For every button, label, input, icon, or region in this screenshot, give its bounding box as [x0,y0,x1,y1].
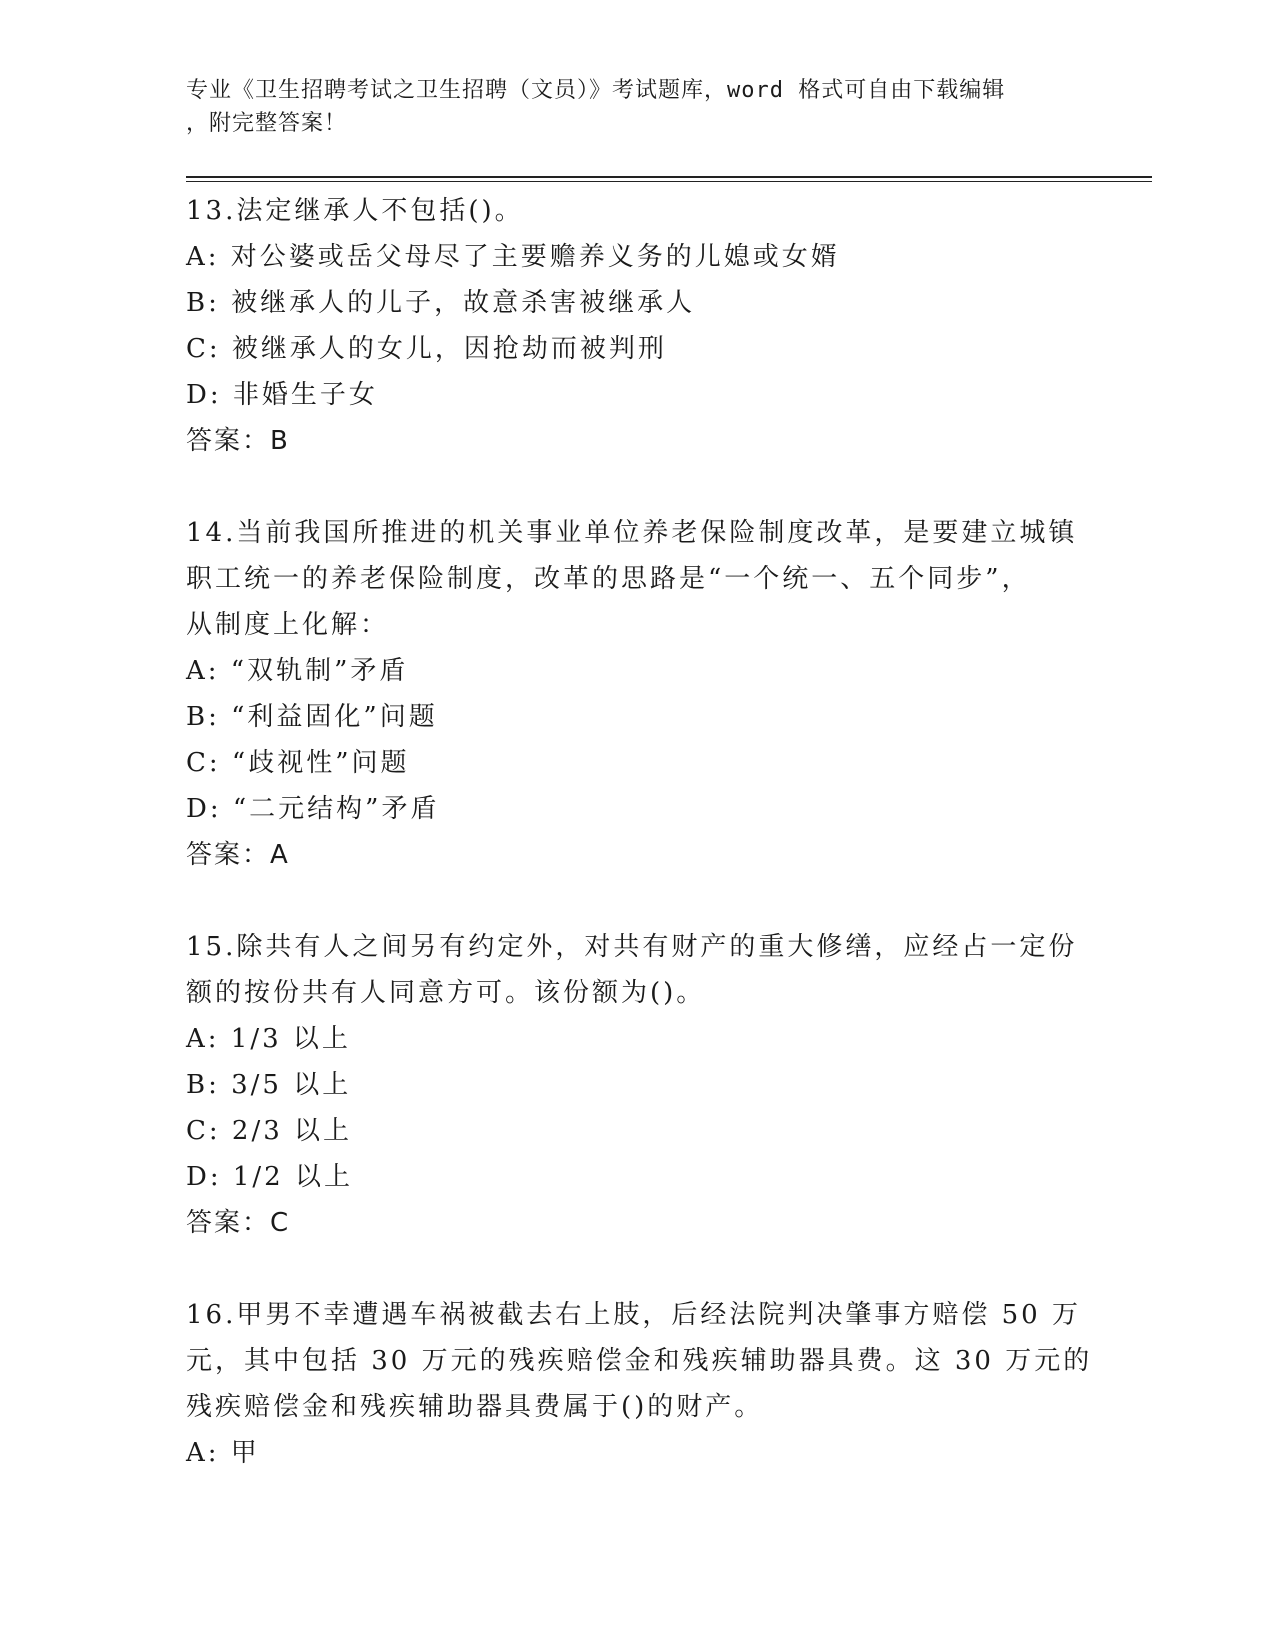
option-a: A: 甲 [186,1438,260,1468]
header-divider-thick [186,176,1152,178]
question-stem: 13.法定继承人不包括()。 [186,196,524,226]
option-d: D: 1/2 以上 [186,1162,353,1192]
option-d: D: “二元结构”矛盾 [186,794,440,824]
question-16 [186,1292,1093,1476]
header-line-2: ，附完整答案！ [186,111,348,136]
question-stem: 残疾赔偿金和残疾辅助器具费属于()的财产。 [186,1392,764,1422]
header-divider-thin [186,181,1152,182]
option-c: C: “歧视性”问题 [186,748,410,778]
question-stem: 元，其中包括 30 万元的残疾赔偿金和残疾辅助器具费。这 30 万元的 [186,1346,1093,1376]
option-c: C: 被继承人的女儿，因抢劫而被判刑 [186,334,667,364]
answer-label: 答案：A [186,840,290,870]
option-a: A: “双轨制”矛盾 [186,656,409,686]
answer-label: 答案：C [186,1208,291,1238]
option-a: A: 对公婆或岳父母尽了主要赡养义务的儿媳或女婿 [186,242,840,272]
option-b: B: “利益固化”问题 [186,702,438,732]
question-stem: 16.甲男不幸遭遇车祸被截去右上肢，后经法院判决肇事方赔偿 50 万 [186,1300,1081,1330]
question-13 [186,188,1086,464]
question-stem: 14.当前我国所推进的机关事业单位养老保险制度改革，是要建立城镇 [186,518,1078,548]
option-a: A: 1/3 以上 [186,1024,351,1054]
question-14 [186,510,1086,878]
question-stem: 职工统一的养老保险制度，改革的思路是“一个统一、五个同步”， [186,564,1031,594]
option-c: C: 2/3 以上 [186,1116,353,1146]
question-stem: 从制度上化解： [186,610,390,640]
document-header [186,74,1086,140]
question-list [186,188,1093,1522]
question-stem: 15.除共有人之间另有约定外，对共有财产的重大修缮，应经占一定份 [186,932,1078,962]
option-b: B: 3/5 以上 [186,1070,352,1100]
answer-label: 答案：B [186,426,290,456]
option-d: D: 非婚生子女 [186,380,378,410]
option-b: B: 被继承人的儿子，故意杀害被继承人 [186,288,696,318]
question-15 [186,924,1086,1246]
question-stem: 额的按份共有人同意方可。该份额为()。 [186,978,706,1008]
header-line-1: 专业《卫生招聘考试之卫生招聘（文员）》考试题库，word 格式可自由下载编辑 [186,78,1006,103]
